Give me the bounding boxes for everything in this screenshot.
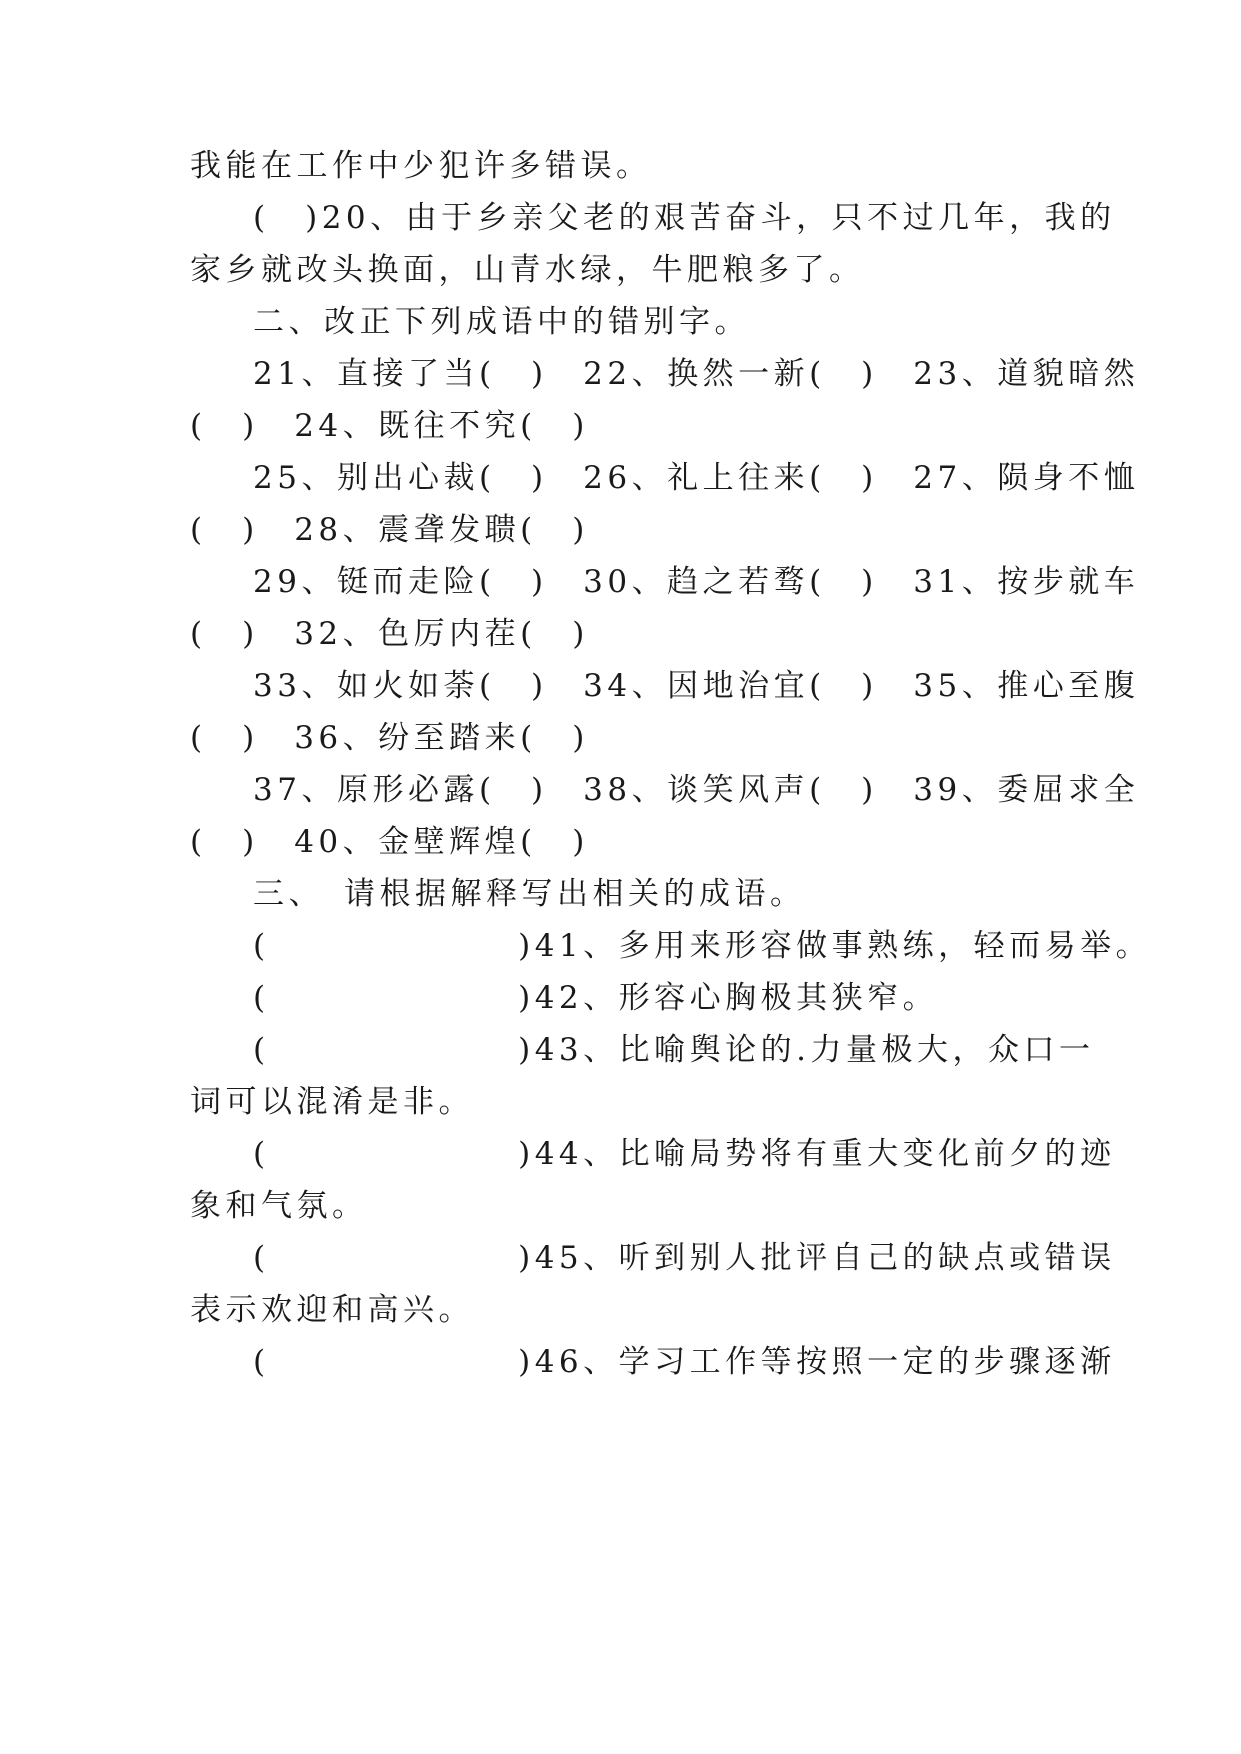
idiom-row: 37、原形必露( ) 38、谈笑风声( ) 39、委屈求全	[253, 772, 1140, 808]
section-heading: 三、 请根据解释写出相关的成语。	[253, 876, 806, 912]
text-line: 家乡就改头换面，山青水绿，牛肥粮多了。	[190, 252, 865, 288]
idiom-row-continuation: ( ) 28、震聋发聩( )	[190, 512, 589, 548]
definition-item: ( )42、形容心胸极其狭窄。	[253, 980, 939, 1016]
idiom-row: 21、直接了当( ) 22、换然一新( ) 23、道貌暗然	[253, 356, 1140, 392]
idiom-row-continuation: ( ) 24、既往不究( )	[190, 408, 589, 444]
section-heading: 二、改正下列成语中的错别字。	[253, 304, 750, 340]
definition-item: ( )45、听到别人批评自己的缺点或错误	[253, 1240, 1116, 1276]
definition-item: ( )46、学习工作等按照一定的步骤逐渐	[253, 1344, 1116, 1380]
idiom-row-continuation: ( ) 40、金壁辉煌( )	[190, 824, 589, 860]
idiom-row: 33、如火如荼( ) 34、因地治宜( ) 35、推心至腹	[253, 668, 1140, 704]
definition-continuation: 词可以混淆是非。	[190, 1084, 474, 1120]
idiom-row: 29、铤而走险( ) 30、趋之若骛( ) 31、按步就车	[253, 564, 1140, 600]
idiom-row: 25、别出心裁( ) 26、礼上往来( ) 27、陨身不恤	[253, 460, 1140, 496]
definition-item: ( )43、比喻舆论的.力量极大，众口一	[253, 1032, 1095, 1068]
definition-item: ( )41、多用来形容做事熟练，轻而易举。	[253, 928, 1152, 964]
definition-continuation: 象和气氛。	[190, 1188, 368, 1224]
definition-item: ( )44、比喻局势将有重大变化前夕的迹	[253, 1136, 1116, 1172]
text-line: 我能在工作中少犯许多错误。	[190, 148, 652, 184]
question-20-line: ( )20、由于乡亲父老的艰苦奋斗，只不过几年，我的	[253, 200, 1116, 236]
idiom-row-continuation: ( ) 36、纷至踏来( )	[190, 720, 589, 756]
idiom-row-continuation: ( ) 32、色厉内茬( )	[190, 616, 589, 652]
definition-continuation: 表示欢迎和高兴。	[190, 1292, 474, 1328]
